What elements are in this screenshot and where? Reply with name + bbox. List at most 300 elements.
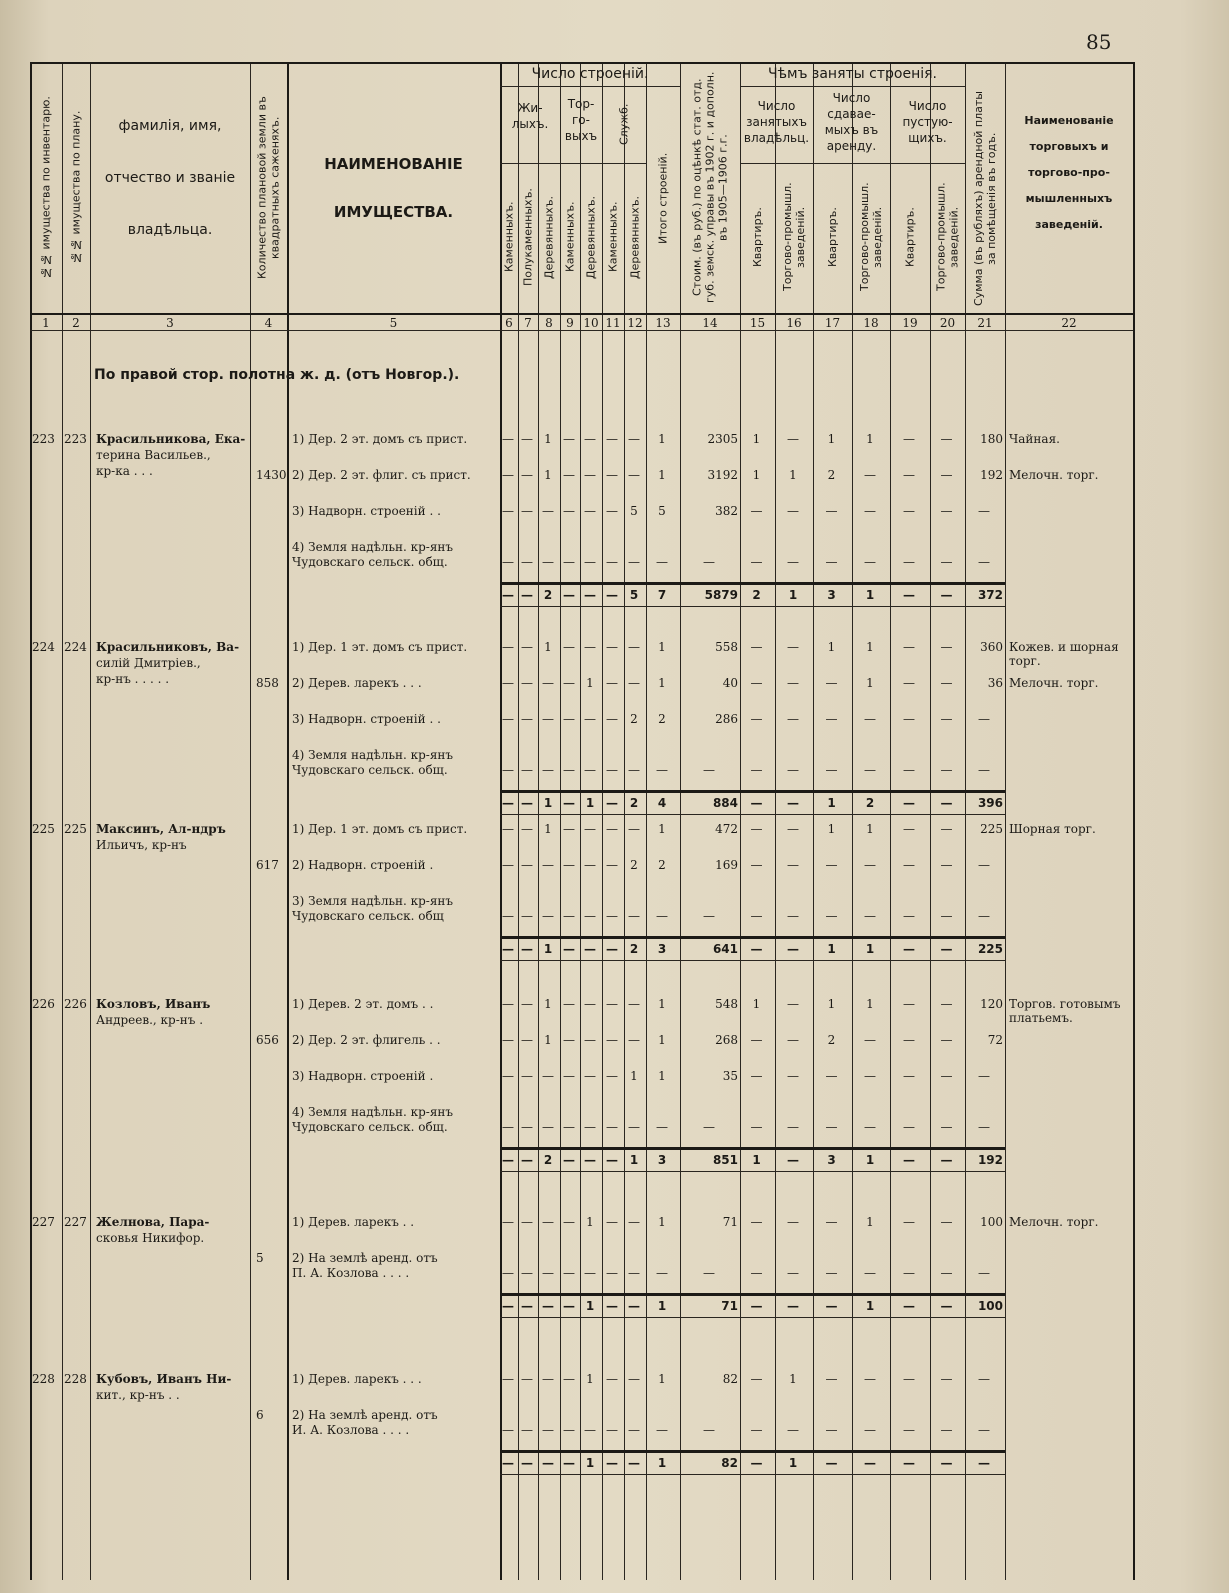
cell-c17: —: [825, 555, 838, 569]
column-number: 10: [583, 316, 599, 330]
record-plan-no: 225: [64, 822, 87, 836]
record-under-total: [500, 1171, 1005, 1172]
cell-c6: —: [502, 909, 514, 923]
cell-c17: —: [825, 858, 838, 872]
record-item-name: 1) Дерев. ларекъ . . .: [292, 1372, 422, 1386]
cell-c14: 268: [715, 1033, 738, 1047]
record-plan-no: 224: [64, 640, 87, 654]
cell-c11: —: [606, 1069, 618, 1083]
cell-c14: 35: [722, 1069, 738, 1083]
record-item-name: П. А. Козлова . . . .: [292, 1266, 410, 1280]
cell-c6: —: [502, 1372, 514, 1386]
record-owner-line: Ильичъ, кр-нъ: [96, 838, 187, 852]
record-owner-line: терина Васильев.,: [96, 448, 211, 462]
cell-c19: —: [903, 763, 915, 777]
cell-c7: —: [521, 468, 533, 482]
cell-c16: —: [787, 1299, 799, 1313]
cell-c20: —: [940, 588, 953, 602]
cell-c17: —: [825, 909, 838, 923]
column-number: 5: [389, 316, 398, 330]
cell-c9: —: [563, 1120, 575, 1134]
cell-c16: 1: [788, 588, 798, 602]
cell-c15: —: [750, 1069, 763, 1083]
cell-c16: —: [787, 432, 799, 446]
cell-c17: 1: [827, 640, 836, 654]
record-owner-line: силій Дмитріев.,: [96, 656, 201, 670]
cell-c19: —: [903, 640, 915, 654]
record-inventory-no: 228: [32, 1372, 55, 1386]
cell-c14: 472: [715, 822, 738, 836]
header-rent-sum: Сумма (въ рубляхъ) арендной платы за помѣщенія въ годъ.: [972, 91, 998, 306]
cell-c16: —: [787, 1423, 799, 1437]
cell-c21: 225: [980, 822, 1003, 836]
cell-c17: 1: [827, 432, 836, 446]
cell-c7: —: [521, 1120, 533, 1134]
cell-c14: 82: [721, 1456, 738, 1470]
cell-c17: —: [825, 676, 838, 690]
cell-c7: —: [521, 909, 533, 923]
header-occupied: Число занятыхъ владѣльц.: [743, 99, 810, 145]
cell-c12: —: [628, 763, 640, 777]
cell-c8: 1: [544, 432, 552, 446]
cell-c16: —: [787, 1120, 799, 1134]
cell-c18: 1: [866, 432, 874, 446]
cell-c6: —: [502, 1266, 514, 1280]
record-item-name: Чудовскаго сельск. общ: [292, 909, 444, 923]
cell-c16: —: [787, 1033, 799, 1047]
cell-c14: 3192: [707, 468, 738, 482]
cell-c19: —: [903, 1033, 915, 1047]
cell-c12: —: [628, 909, 640, 923]
record-establishment: Кожев. и шорная торг.: [1009, 640, 1119, 668]
cell-c13: 1: [658, 640, 666, 654]
record-item-name: 4) Земля надѣльн. кр-янъ: [292, 540, 454, 554]
cell-c20: —: [940, 468, 953, 482]
record-land-area: 5: [256, 1251, 264, 1265]
cell-c17: 3: [827, 588, 836, 602]
cell-c16: —: [787, 504, 799, 518]
cell-c10: —: [584, 1423, 596, 1437]
header-sub9: Каменныхъ.: [563, 201, 577, 273]
header-plan-no: №№ имущества по плану.: [69, 110, 83, 265]
record-item-name: 2) Дерев. ларекъ . . .: [292, 676, 422, 690]
cell-c8: 1: [544, 997, 552, 1011]
cell-c9: —: [563, 1456, 575, 1470]
group-rule-use: [740, 86, 965, 87]
record-owner-line: кит., кр-нъ . .: [96, 1388, 180, 1402]
cell-c15: —: [750, 1033, 763, 1047]
header-establishment-line: Наименованіе: [1024, 114, 1114, 127]
cell-c17: —: [825, 1215, 838, 1229]
cell-c18: —: [864, 1456, 876, 1470]
cell-c19: —: [903, 1423, 915, 1437]
cell-c21: —: [978, 1423, 990, 1437]
record-inventory-no: 225: [32, 822, 55, 836]
cell-c10: —: [584, 1069, 596, 1083]
cell-c15: —: [750, 822, 763, 836]
cell-c7: —: [521, 555, 533, 569]
cell-c6: —: [502, 504, 514, 518]
cell-c6: —: [502, 432, 514, 446]
cell-c16: —: [787, 712, 799, 726]
cell-c13: 1: [657, 1299, 667, 1313]
cell-c11: —: [606, 1033, 618, 1047]
cell-c20: —: [940, 432, 953, 446]
cell-c13: —: [656, 1423, 668, 1437]
cell-c8: 1: [543, 796, 553, 810]
cell-c10: —: [584, 555, 596, 569]
cell-c8: —: [542, 909, 554, 923]
record-land-area: 656: [256, 1033, 279, 1047]
cell-c6: —: [502, 1120, 514, 1134]
record-establishment: Шорная торг.: [1009, 822, 1096, 836]
cell-c9: —: [563, 1033, 575, 1047]
cell-c17: 3: [827, 1153, 836, 1167]
record-under-total: [500, 1474, 1005, 1475]
header-property-line: НАИМЕНОВАНІЕ: [324, 155, 463, 173]
header-sub10: Деревянныхъ.: [584, 195, 598, 279]
header-group-buildings: Число строеній.: [531, 66, 649, 82]
cell-c13: 1: [658, 1215, 666, 1229]
cell-c15: —: [750, 504, 763, 518]
cell-c9: —: [563, 712, 575, 726]
record-owner-line: Кубовъ, Иванъ Ни-: [96, 1372, 232, 1386]
header-trade: Тор- го- выхъ: [564, 97, 598, 143]
header-use-19: Квартиръ.: [903, 207, 917, 267]
cell-c10: 1: [586, 676, 594, 690]
cell-c7: —: [521, 796, 533, 810]
cell-c14: —: [703, 909, 715, 923]
cell-c12: 5: [629, 588, 639, 602]
cell-c9: —: [563, 1215, 575, 1229]
cell-c6: —: [502, 796, 514, 810]
cell-c11: —: [606, 1372, 618, 1386]
column-number: 18: [863, 316, 879, 330]
record-plan-no: 227: [64, 1215, 87, 1229]
cell-c7: —: [521, 588, 533, 602]
cell-c21: —: [978, 858, 990, 872]
cell-c20: —: [940, 1299, 953, 1313]
cell-c14: 5879: [704, 588, 738, 602]
cell-c6: —: [502, 997, 514, 1011]
cell-c14: 82: [722, 1372, 738, 1386]
cell-c7: —: [521, 942, 533, 956]
cell-c18: 1: [865, 588, 875, 602]
cell-c6: —: [502, 588, 514, 602]
cell-c17: 2: [827, 468, 836, 482]
cell-c11: —: [606, 1456, 618, 1470]
cell-c12: 1: [629, 1153, 639, 1167]
header-sub6: Каменныхъ.: [502, 201, 516, 273]
record-inventory-no: 227: [32, 1215, 55, 1229]
cell-c16: 1: [789, 468, 797, 482]
cell-c20: —: [940, 1069, 953, 1083]
cell-c12: 2: [630, 858, 638, 872]
cell-c13: —: [656, 1266, 668, 1280]
cell-c13: 1: [658, 1372, 666, 1386]
cell-c14: —: [703, 1423, 715, 1437]
cell-c9: —: [563, 640, 575, 654]
cell-c18: 1: [866, 640, 874, 654]
cell-c18: —: [864, 763, 876, 777]
cell-c7: —: [521, 1266, 533, 1280]
record-item-name: 2) На землѣ аренд. отъ: [292, 1251, 438, 1265]
header-sub11: Каменныхъ.: [606, 201, 620, 273]
record-plan-no: 223: [64, 432, 87, 446]
cell-c19: —: [903, 997, 915, 1011]
cell-c8: —: [542, 712, 554, 726]
cell-c18: 1: [866, 822, 874, 836]
cell-c11: —: [606, 640, 618, 654]
cell-c6: —: [502, 1456, 514, 1470]
cell-c8: —: [542, 763, 554, 777]
cell-c12: —: [628, 1456, 640, 1470]
cell-c17: 1: [827, 822, 836, 836]
header-owner-line: отчество и званіе: [104, 170, 236, 186]
record-item-name: Чудовскаго сельск. общ.: [292, 555, 448, 569]
cell-c8: 1: [543, 942, 553, 956]
record-item-name: 1) Дер. 1 эт. домъ съ прист.: [292, 822, 468, 836]
cell-c20: —: [940, 1215, 953, 1229]
cell-c9: —: [563, 468, 575, 482]
cell-c15: —: [750, 1299, 763, 1313]
header-sub12: Деревянныхъ.: [628, 195, 642, 279]
record-land-area: 617: [256, 858, 279, 872]
cell-c17: —: [825, 1069, 838, 1083]
header-bottom-rule: [30, 313, 1133, 315]
record-land-area: 6: [256, 1408, 264, 1422]
cell-c13: 1: [658, 1069, 666, 1083]
cell-c7: —: [521, 1423, 533, 1437]
header-rented: Число сдавае- мыхъ въ аренду.: [824, 91, 879, 153]
cell-c16: —: [787, 1153, 799, 1167]
cell-c16: —: [787, 763, 799, 777]
cell-c17: —: [825, 1120, 838, 1134]
record-under-total: [500, 606, 1005, 607]
cell-c9: —: [563, 432, 575, 446]
cell-c11: —: [606, 1423, 618, 1437]
column-number: 3: [166, 316, 174, 330]
cell-c8: —: [542, 1120, 554, 1134]
record-item-name: 3) Надворн. строеній . .: [292, 504, 441, 518]
cell-c20: —: [940, 1456, 953, 1470]
cell-c12: —: [628, 468, 640, 482]
cell-c7: —: [521, 763, 533, 777]
cell-c18: 1: [866, 997, 874, 1011]
cell-c18: 1: [865, 942, 875, 956]
cell-c7: —: [521, 1069, 533, 1083]
cell-c6: —: [502, 942, 514, 956]
cell-c6: —: [502, 640, 514, 654]
cell-c8: —: [542, 858, 554, 872]
cell-c20: —: [940, 942, 953, 956]
cell-c13: 1: [658, 676, 666, 690]
cell-c15: —: [750, 1372, 763, 1386]
cell-c21: —: [978, 1456, 990, 1470]
cell-c10: —: [584, 942, 596, 956]
cell-c18: 2: [865, 796, 875, 810]
cell-c19: —: [903, 504, 915, 518]
cell-c12: —: [628, 1266, 640, 1280]
cell-c6: —: [502, 555, 514, 569]
cell-c6: —: [502, 1215, 514, 1229]
cell-c17: —: [825, 1299, 838, 1313]
cell-c14: 641: [712, 942, 738, 956]
cell-c21: —: [978, 1372, 990, 1386]
cell-c15: —: [750, 1266, 763, 1280]
header-property-line: ИМУЩЕСТВА.: [333, 203, 454, 221]
cell-c16: —: [787, 676, 799, 690]
column-rule: [287, 62, 289, 1580]
sub-rule-living: [500, 163, 646, 164]
cell-c11: —: [606, 432, 618, 446]
cell-c21: 192: [977, 1153, 1003, 1167]
cell-c10: —: [584, 822, 596, 836]
cell-c10: —: [584, 1153, 596, 1167]
cell-c10: 1: [586, 1372, 594, 1386]
cell-c19: —: [903, 468, 915, 482]
cell-c12: —: [628, 822, 640, 836]
column-number: 2: [72, 316, 80, 330]
header-use-17: Квартиръ.: [826, 207, 839, 267]
cell-c6: —: [502, 858, 514, 872]
cell-c11: —: [606, 858, 618, 872]
record-item-name: 3) Надворн. строеній . .: [292, 712, 441, 726]
header-empty: Число пустую- щихъ.: [902, 99, 953, 145]
cell-c6: —: [502, 676, 514, 690]
record-establishment: Мелочн. торг.: [1009, 468, 1099, 482]
header-use-18: Торгово-промышл. заведеній.: [858, 182, 884, 292]
cell-c20: —: [940, 1266, 953, 1280]
cell-c11: —: [606, 504, 618, 518]
cell-c19: —: [903, 1372, 915, 1386]
header-service: Служб.: [617, 103, 631, 145]
cell-c19: —: [903, 1299, 915, 1313]
cell-c20: —: [940, 555, 953, 569]
cell-c20: —: [940, 796, 953, 810]
cell-c8: 2: [543, 588, 553, 602]
cell-c13: 1: [658, 997, 666, 1011]
record-establishment: Мелочн. торг.: [1009, 1215, 1099, 1229]
cell-c12: —: [628, 555, 640, 569]
cell-c13: 1: [657, 1456, 667, 1470]
cell-c10: —: [584, 1120, 596, 1134]
cell-c9: —: [563, 1372, 575, 1386]
cell-c11: —: [606, 997, 618, 1011]
cell-c10: —: [584, 763, 596, 777]
cell-c14: 2305: [707, 432, 738, 446]
header-value: Стоим. (въ руб.) по оцѣнкѣ стат. отд. губ. земск. управы въ 1902 г. и дополн. въ 1905—1906 г.г.: [690, 71, 730, 304]
cell-c7: —: [521, 504, 533, 518]
cell-c18: —: [864, 555, 876, 569]
column-number: 7: [524, 316, 532, 330]
cell-c12: —: [628, 676, 640, 690]
cell-c9: —: [563, 909, 575, 923]
record-item-name: 2) Надворн. строеній .: [292, 858, 434, 872]
header-property: [287, 140, 500, 236]
cell-c11: —: [606, 712, 618, 726]
record-under-total: [500, 1317, 1005, 1318]
cell-c16: 1: [788, 1456, 798, 1470]
record-inventory-no: 224: [32, 640, 55, 654]
record-land-area: 1430: [256, 468, 287, 482]
cell-c17: —: [825, 504, 838, 518]
cell-c10: —: [584, 712, 596, 726]
cell-c12: —: [628, 432, 640, 446]
record-total-rule: [500, 936, 1005, 939]
cell-c8: —: [542, 555, 554, 569]
cell-c16: —: [787, 1266, 799, 1280]
cell-c9: —: [563, 1423, 575, 1437]
header-use-20: Торгово-промышл. заведеній.: [934, 182, 961, 292]
cell-c18: —: [864, 1423, 876, 1437]
cell-c9: —: [563, 676, 575, 690]
cell-c9: —: [563, 858, 575, 872]
cell-c17: —: [825, 1456, 838, 1470]
column-number: 4: [264, 316, 273, 330]
cell-c14: 71: [722, 1215, 738, 1229]
cell-c17: 1: [827, 796, 836, 810]
cell-c19: —: [903, 822, 915, 836]
cell-c6: —: [502, 1423, 514, 1437]
cell-c18: 1: [865, 1153, 875, 1167]
cell-c16: —: [787, 796, 799, 810]
cell-c18: —: [864, 1266, 876, 1280]
cell-c17: —: [825, 763, 838, 777]
cell-c13: 7: [657, 588, 667, 602]
cell-c20: —: [940, 1423, 953, 1437]
cell-c14: —: [703, 555, 715, 569]
cell-c18: 1: [866, 676, 874, 690]
cell-c15: —: [750, 942, 763, 956]
table-top-rule: [30, 62, 1133, 64]
cell-c8: —: [542, 1299, 554, 1313]
record-owner-line: Максинъ, Ал-ндръ: [96, 822, 226, 836]
cell-c12: 5: [630, 504, 638, 518]
cell-c14: —: [703, 763, 715, 777]
cell-c11: —: [606, 822, 618, 836]
cell-c21: —: [978, 1266, 990, 1280]
cell-c15: —: [750, 676, 763, 690]
cell-c8: —: [542, 1215, 554, 1229]
cell-c7: —: [521, 822, 533, 836]
cell-c8: —: [542, 1372, 554, 1386]
record-total-rule: [500, 790, 1005, 793]
cell-c9: —: [563, 997, 575, 1011]
page-number: 85: [1086, 30, 1112, 54]
cell-c7: —: [521, 1215, 533, 1229]
record-establishment: Торгов. готовымъ платьемъ.: [1009, 997, 1121, 1025]
cell-c10: —: [584, 588, 596, 602]
cell-c10: 1: [585, 796, 595, 810]
cell-c12: 2: [629, 796, 639, 810]
cell-c8: 1: [544, 1033, 552, 1047]
cell-c16: —: [787, 909, 799, 923]
cell-c11: —: [606, 676, 618, 690]
header-establishment-line: торговыхъ и: [1029, 140, 1109, 153]
cell-c15: —: [750, 1423, 763, 1437]
record-owner-line: Козловъ, Иванъ: [96, 997, 211, 1011]
cell-c20: —: [940, 822, 953, 836]
column-number: 9: [566, 316, 574, 330]
cell-c17: —: [825, 712, 838, 726]
cell-c21: —: [978, 1120, 990, 1134]
cell-c6: —: [502, 1069, 514, 1083]
cell-c16: —: [787, 822, 799, 836]
cell-c13: 1: [658, 468, 666, 482]
cell-c10: —: [584, 640, 596, 654]
cell-c10: —: [584, 858, 596, 872]
